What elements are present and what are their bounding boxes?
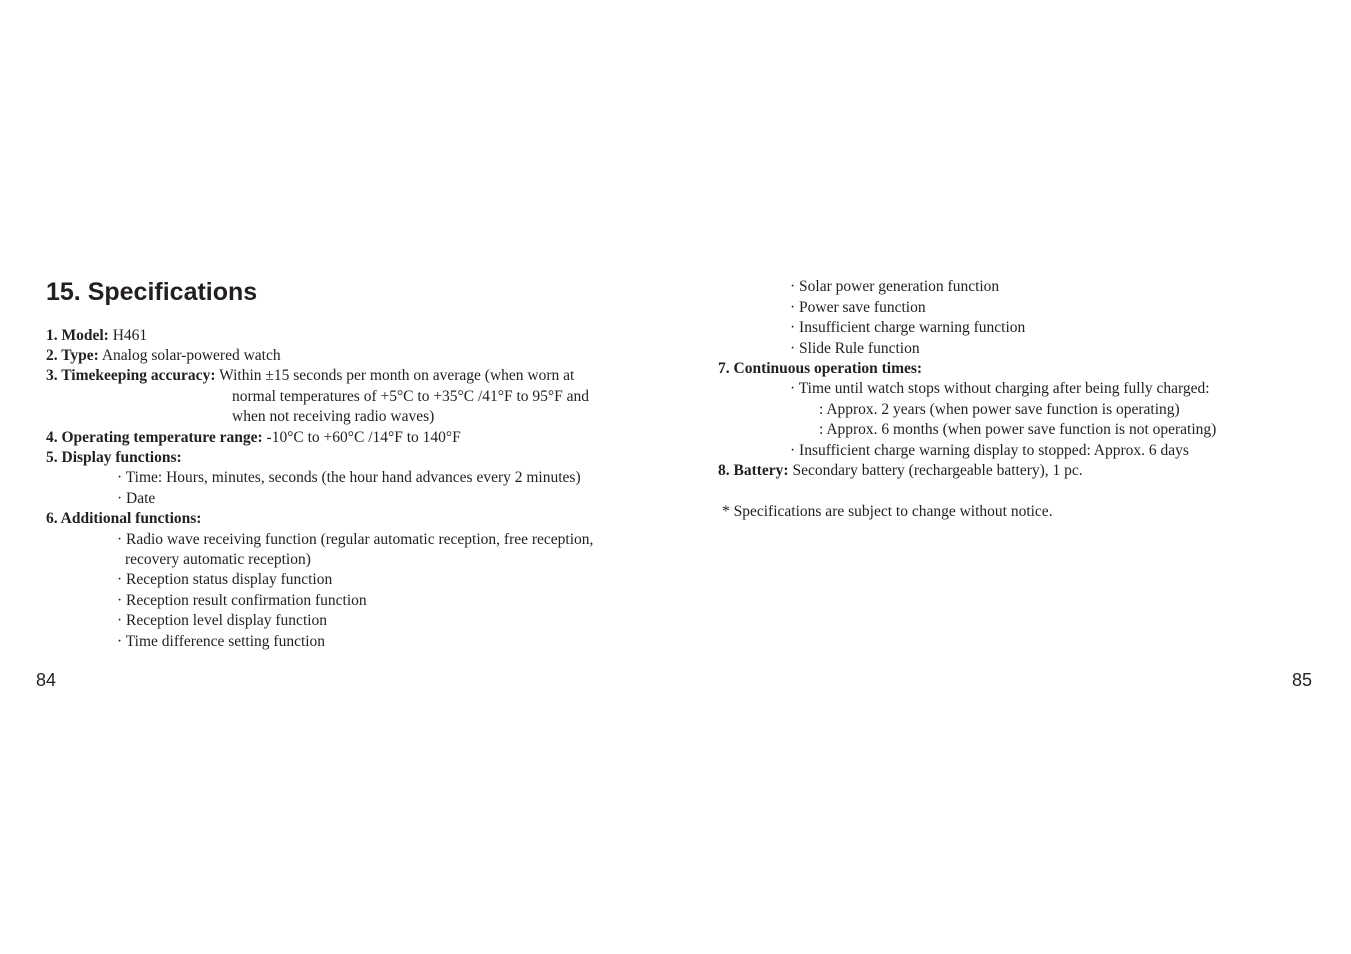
spec-continuous-subitem: : Approx. 2 years (when power save function is operating) [819,401,1180,418]
page-title: 15. Specifications [46,278,258,306]
spec-temperature [46,428,461,449]
spec-additional-item: · Slide Rule function [790,340,920,357]
spec-additional-item: · Reception status display function [117,571,333,588]
spec-additional-item: · Solar power generation function [790,278,1000,295]
spec-note: * Specifications are subject to change without notice. [722,503,1053,520]
spec-battery [718,461,1083,482]
spec-continuous-subitem: : Approx. 6 months (when power save function is not operating) [819,421,1217,438]
spec-accuracy-label: 3. Timekeeping accuracy: [46,367,216,384]
spec-display-item: · Time: Hours, minutes, seconds (the hour hand advances every 2 minutes) [117,469,581,486]
spec-additional-item: · Power save function [790,299,926,316]
spec-model [46,326,147,347]
spec-temperature-label: 4. Operating temperature range: [46,429,263,446]
spec-accuracy-line1: Within ±15 seconds per month on average (when worn at [219,367,575,384]
spec-display-label: 5. Display functions: [46,449,182,466]
spec-battery-value: Secondary battery (rechargeable battery), 1 pc. [792,462,1083,479]
spec-type [46,346,281,367]
spec-accuracy-line3: when not receiving radio waves) [232,408,435,425]
spec-type-label: 2. Type: [46,347,99,364]
spec-accuracy-line2: normal temperatures of +5°C to +35°C /41°F to 95°F and [232,388,589,405]
spec-additional-item: · Radio wave receiving function (regular automatic reception, free reception, [117,531,594,548]
spec-additional-label: 6. Additional functions: [46,510,202,527]
spec-battery-label: 8. Battery: [718,462,789,479]
spec-model-value: H461 [112,327,148,344]
spec-continuous-item: · Insufficient charge warning display to stopped: Approx. 6 days [790,442,1189,459]
spec-continuous-label: 7. Continuous operation times: [718,360,923,377]
spec-temperature-value: -10°C to +60°C /14°F to 140°F [266,429,461,446]
spec-accuracy [46,366,574,387]
page-number-right: 85 [1292,670,1313,690]
spec-additional-item-cont: recovery automatic reception) [125,551,311,568]
spec-model-label: 1. Model: [46,327,109,344]
spec-type-value: Analog solar-powered watch [101,347,281,364]
spec-additional-item: · Time difference setting function [117,633,326,650]
spec-additional-item: · Reception level display function [117,612,328,629]
spec-display-item: · Date [117,490,156,507]
spec-continuous-item: · Time until watch stops without charging after being fully charged: [790,380,1210,397]
spec-additional-item: · Reception result confirmation function [117,592,367,609]
spec-additional-item: · Insufficient charge warning function [790,319,1026,336]
page-number-left: 84 [36,670,57,690]
